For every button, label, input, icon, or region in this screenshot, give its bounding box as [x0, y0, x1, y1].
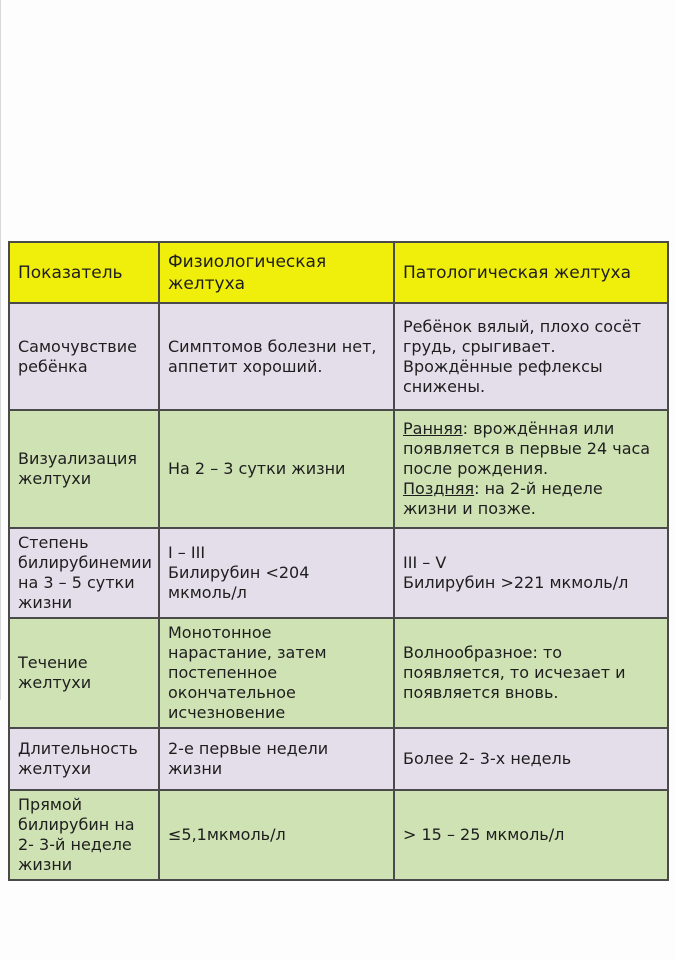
- table-header-row: [9, 242, 668, 303]
- column-header-indicator: Показатель: [9, 242, 159, 303]
- row-header-cell: Самочувствие ребёнка: [9, 303, 159, 410]
- column-header-pathological: Патологическая желтуха: [394, 242, 668, 303]
- table-row: [9, 618, 668, 728]
- scan-edge-line: [0, 0, 1, 700]
- row-header-cell: Течение желтухи: [9, 618, 159, 728]
- table-body: [9, 303, 668, 880]
- table-row: [9, 790, 668, 880]
- row-header-cell: Длительность желтухи: [9, 728, 159, 790]
- column-header-physiological: Физиологическая желтуха: [159, 242, 394, 303]
- physiological-cell: ≤5,1мкмоль/л: [159, 790, 394, 880]
- row-header-cell: Степень билирубинемии на 3 – 5 сутки жизни: [9, 528, 159, 618]
- physiological-cell: На 2 – 3 сутки жизни: [159, 410, 394, 528]
- underlined-term: Ранняя: [403, 419, 463, 438]
- physiological-cell: 2-е первые недели жизни: [159, 728, 394, 790]
- pathological-cell: Более 2- 3-х недель: [394, 728, 668, 790]
- physiological-cell: Монотонное нарастание, затем постепенное окончательное исчезновение: [159, 618, 394, 728]
- pathological-cell: Ранняя: врождённая или появляется в первые 24 часа после рождения. Поздняя: на 2-й неделе жизни и позже.: [394, 410, 668, 528]
- row-header-cell: Визуализация желтухи: [9, 410, 159, 528]
- table-row: [9, 410, 668, 528]
- jaundice-comparison-table: [8, 241, 669, 881]
- table-row: [9, 303, 668, 410]
- pathological-cell: III – V Билирубин >221 мкмоль/л: [394, 528, 668, 618]
- physiological-cell: I – III Билирубин <204 мкмоль/л: [159, 528, 394, 618]
- pathological-cell: > 15 – 25 мкмоль/л: [394, 790, 668, 880]
- row-header-cell: Прямой билирубин на 2- 3-й неделе жизни: [9, 790, 159, 880]
- underlined-term: Поздняя: [403, 479, 475, 498]
- physiological-cell: Симптомов болезни нет, аппетит хороший.: [159, 303, 394, 410]
- pathological-cell: Ребёнок вялый, плохо сосёт грудь, срыгивает. Врождённые рефлексы снижены.: [394, 303, 668, 410]
- table-row: [9, 528, 668, 618]
- table-row: [9, 728, 668, 790]
- pathological-cell: Волнообразное: то появляется, то исчезает и появляется вновь.: [394, 618, 668, 728]
